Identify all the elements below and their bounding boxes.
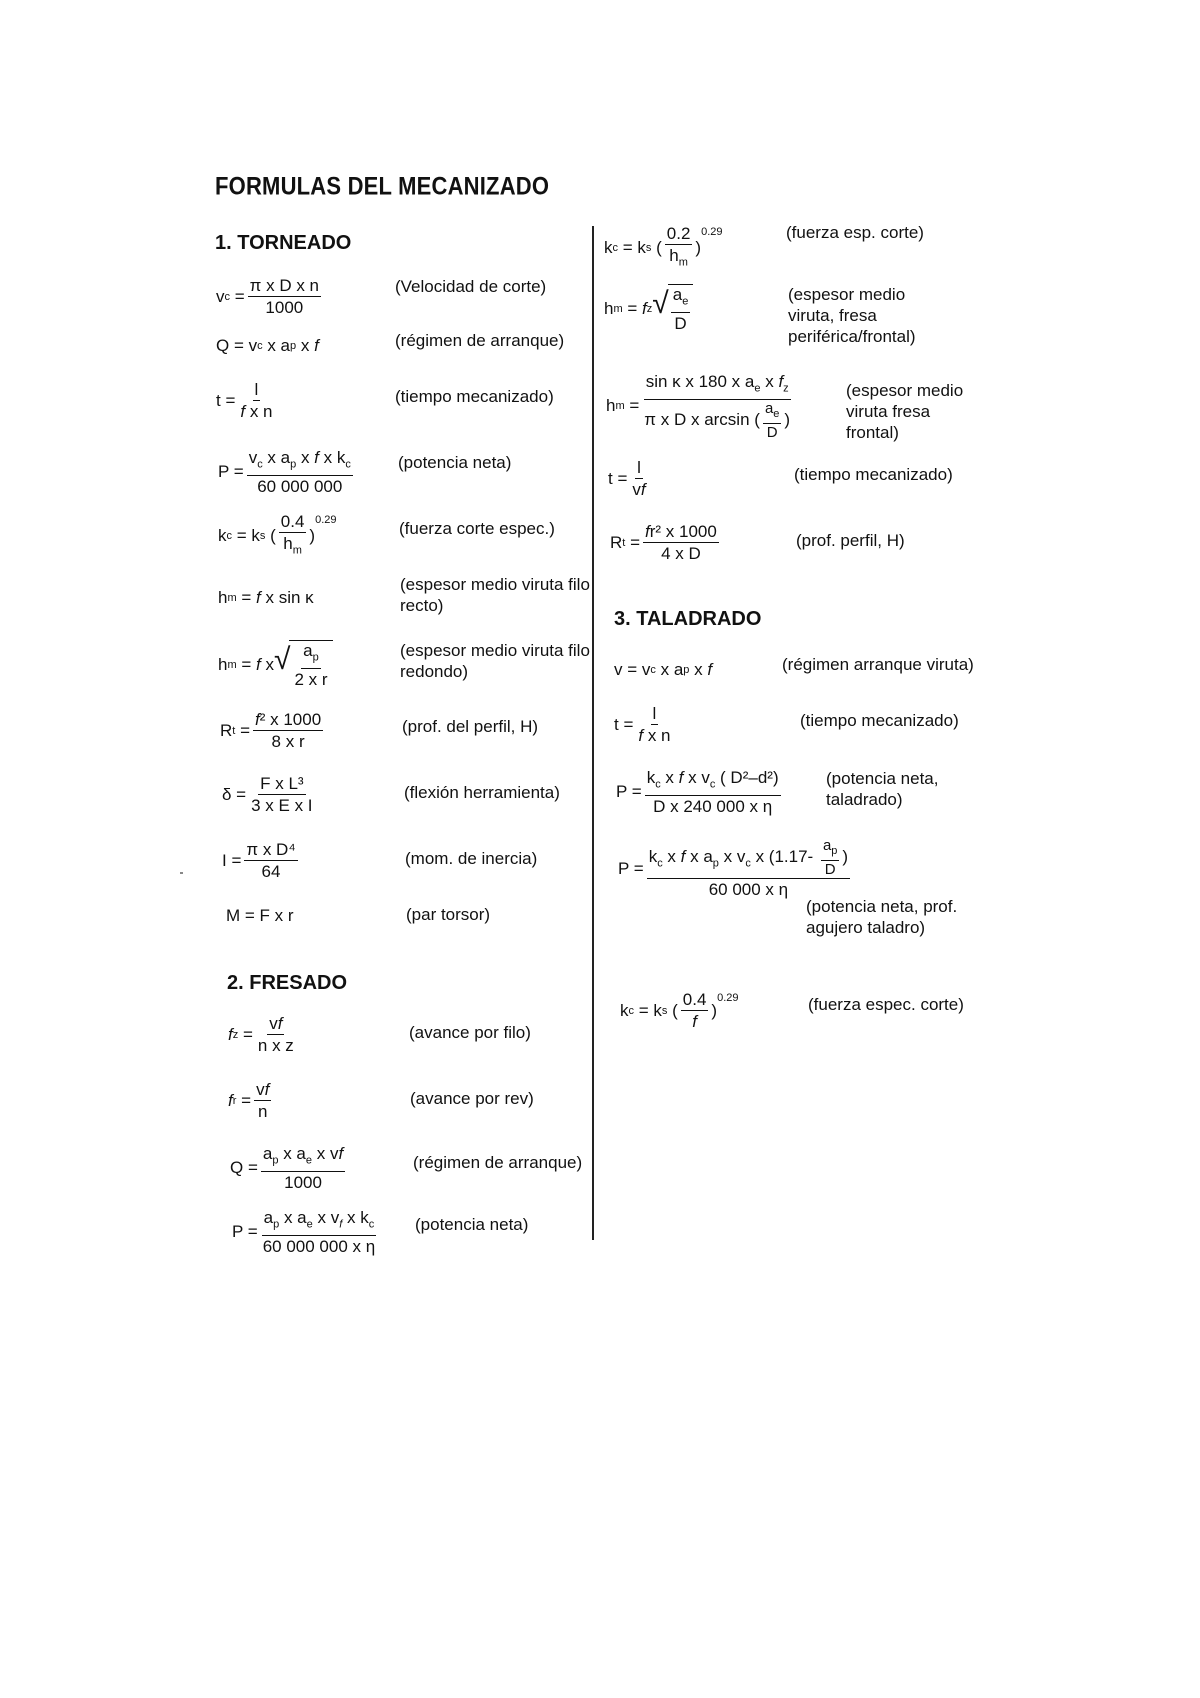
desc-profile-depth-turning: (prof. del perfil, H)	[402, 717, 539, 736]
desc-net-power-hole-depth: (potencia neta, prof. agujero taladro)	[806, 897, 958, 937]
desc-specific-cutting-force-milling: (fuerza esp. corte)	[786, 223, 924, 242]
formula-chip-thickness-peripheral: h m = f z √ $\frac{a_e}{D}$	[604, 284, 693, 333]
desc-specific-cutting-force-turning: (fuerza corte espec.)	[399, 519, 555, 538]
desc-chip-thickness-straight: (espesor medio viruta filo recto)	[400, 575, 590, 615]
formula-removal-rate-turning: Q = v c x a p x f	[216, 336, 319, 355]
desc-torque: (par torsor)	[406, 905, 491, 924]
formula-chip-thickness-straight: h m = f x sin κ	[218, 588, 314, 607]
desc-net-power-turning: (potencia neta)	[398, 453, 512, 472]
desc-removal-rate-turning: (régimen de arranque)	[395, 331, 565, 350]
column-divider	[592, 226, 594, 1240]
formula-removal-rate-milling: Q = $\frac{a_p x a_e x vf}{1000}$	[230, 1144, 344, 1193]
desc-machining-time-milling: (tiempo mecanizado)	[794, 465, 953, 484]
formula-moment-of-inertia: I = $\frac{\text{π x D⁴}}{64}$	[222, 840, 296, 881]
desc-cutting-speed: (Velocidad de corte)	[395, 277, 547, 296]
desc-profile-depth-milling: (prof. perfil, H)	[796, 531, 905, 550]
scan-speck	[180, 872, 183, 874]
formula-removal-rate-drilling: v = v c x a p x f	[614, 660, 713, 679]
formula-net-power-turning: P = $\frac{v_c x a_p x f x k_c}{60 000 000}$	[218, 448, 351, 497]
page-title: FORMULAS DEL MECANIZADO	[215, 172, 550, 200]
desc-feed-per-rev: (avance por rev)	[410, 1089, 534, 1108]
formula-feed-per-rev: f r = $\frac{vf}{n}$	[228, 1080, 270, 1121]
formula-torque: M = F x r	[226, 906, 294, 925]
formula-net-power-milling: P = $\frac{a_p x a_e x v_f x k_c}{\text{60 000 000 x η}}$	[232, 1208, 376, 1257]
formula-specific-cutting-force-drilling: k c = k s ( $\frac{0.4}{f}$ ) $^{0.29}$	[620, 990, 739, 1031]
desc-tool-deflection: (flexión herramienta)	[404, 783, 560, 802]
formula-specific-cutting-force-turning: k c = k s ( $\frac{0.4}{h_m}$ ) $^{0.29}$	[218, 512, 337, 557]
section-heading-torneado: 1. TORNEADO	[215, 232, 352, 254]
desc-specific-cutting-force-drilling: (fuerza espec. corte)	[808, 995, 964, 1014]
desc-chip-thickness-round: (espesor medio viruta filo redondo)	[400, 641, 590, 681]
desc-machining-time-drilling: (tiempo mecanizado)	[800, 711, 959, 730]
formula-cutting-speed: v c = $\frac{\text{π x D x n}}{1000}$	[216, 276, 320, 317]
desc-removal-rate-milling: (régimen de arranque)	[413, 1153, 583, 1172]
formula-net-power-drilling: P = $\frac{k_c x f x v_c ( D^2-d^2)}{\text{D x 240 000 x η}}$	[616, 768, 779, 817]
desc-net-power-drilling: (potencia neta, taladrado)	[826, 769, 939, 809]
formula-profile-depth-milling: R t = $\frac{\text{fr² x 1000}}{\text{4 x D}}$	[610, 522, 717, 563]
desc-machining-time-turning: (tiempo mecanizado)	[395, 387, 554, 406]
formula-specific-cutting-force-milling: k c = k s ( $\frac{0.2}{h_m}$ ) $^{0.29}$	[604, 224, 723, 269]
desc-removal-rate-drilling: (régimen arranque viruta)	[782, 655, 974, 674]
formula-tool-deflection: δ = $\frac{\text{F x L³}}{\text{3 x E x I}}$	[222, 774, 313, 815]
section-heading-taladrado: 3. TALADRADO	[614, 608, 762, 630]
formula-net-power-hole-depth: P = $k_c$ x f x $a_p$ x $v_c$ x (1.17- $\frac{a_p}{D}$ ) 60 000 x η	[618, 837, 849, 899]
formula-feed-per-tooth: f z = $\frac{vf}{\text{n x z}}$	[228, 1014, 294, 1055]
desc-chip-thickness-peripheral: (espesor medio viruta, fresa periférica/frontal)	[788, 285, 916, 346]
formula-chip-thickness-round: h m = f x √ $\frac{a_p}{\text{2 x r}}$	[218, 640, 333, 689]
section-heading-fresado: 2. FRESADO	[227, 972, 348, 994]
desc-feed-per-tooth: (avance por filo)	[409, 1023, 531, 1042]
desc-chip-thickness-frontal: (espesor medio viruta fresa frontal)	[846, 381, 964, 442]
desc-net-power-milling: (potencia neta)	[415, 1215, 529, 1234]
formula-profile-depth-turning: R t = $\frac{\text{f² x 1000}}{\text{8 x r}}$	[220, 710, 322, 751]
desc-moment-of-inertia: (mom. de inercia)	[405, 849, 538, 868]
formula-chip-thickness-frontal: h m = sin κ x 180 x $a_e$ x $f_z$ π x D x arcsin ( $\frac{a_e}{D}$ )	[606, 372, 791, 442]
formula-machining-time-turning: t = $\frac{l}{\text{f x n}}$	[216, 380, 273, 421]
formula-machining-time-milling: t = $\frac{l}{vf}$	[608, 458, 646, 499]
formula-machining-time-drilling: t = $\frac{l}{\text{f x n}}$	[614, 704, 671, 745]
